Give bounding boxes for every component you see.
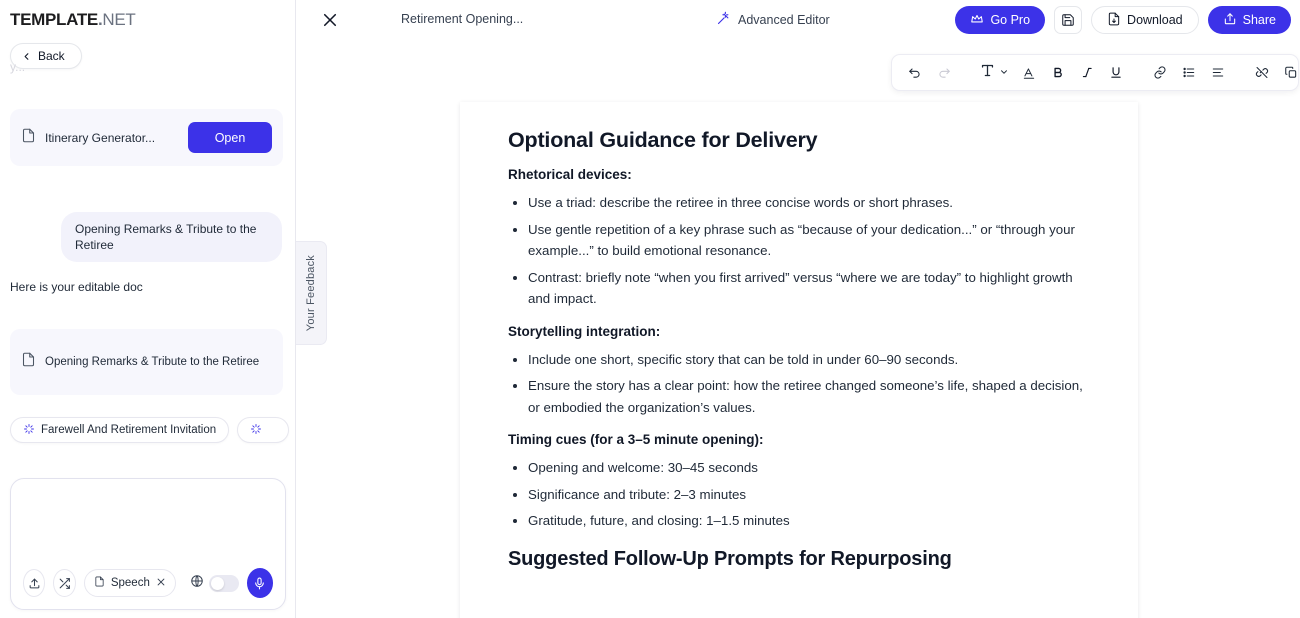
share-button[interactable] [1208, 6, 1291, 34]
close-icon[interactable] [318, 8, 342, 32]
result-document-title: Opening Remarks & Tribute to the Retiree [45, 356, 260, 368]
list-item: • Ensure the story has a clear point: how the retiree changed someone’s life, shaped a decision, or embodied the organization’s values. [528, 375, 1090, 418]
chevron-down-icon [999, 64, 1009, 82]
brand-suffix: NET [102, 10, 136, 29]
shuffle-icon[interactable] [53, 569, 75, 597]
sidebar [0, 0, 296, 618]
text-format-icon [979, 62, 996, 84]
document-icon [21, 128, 36, 148]
list-item: • Contrast: briefly note “when you first arrived” versus “where we are today” to highlight growth and impact. [528, 267, 1090, 310]
close-icon[interactable] [156, 577, 166, 590]
underline-icon[interactable] [1103, 60, 1129, 86]
suggestion-chip-label: Farewell And Retirement Invitation [41, 424, 217, 436]
result-document-card[interactable] [10, 329, 283, 395]
top-actions [955, 6, 1291, 34]
unlink-icon[interactable] [1249, 60, 1275, 86]
feedback-tab[interactable] [296, 241, 327, 345]
align-icon[interactable] [1205, 60, 1231, 86]
go-pro-label: Go Pro [990, 13, 1031, 27]
feedback-tab-label: Your Feedback [305, 254, 317, 332]
share-label: Share [1242, 13, 1276, 27]
document-heading: Optional Guidance for Delivery [508, 128, 818, 152]
brand-logo[interactable] [10, 10, 136, 30]
document-page[interactable] [460, 102, 1138, 618]
list-item: • Opening and welcome: 30–45 seconds [528, 457, 1090, 479]
text-style-dropdown[interactable] [975, 62, 1013, 84]
mic-button[interactable] [247, 568, 273, 598]
share-icon [1223, 12, 1237, 29]
link-icon[interactable] [1147, 60, 1173, 86]
upload-icon[interactable] [23, 569, 45, 597]
sparkle-icon [23, 423, 35, 438]
section-list-storytelling [508, 349, 1090, 419]
advanced-editor-button[interactable] [716, 11, 830, 29]
back-button-label: Back [38, 49, 65, 63]
list-item: • Significance and tribute: 2–3 minutes [528, 484, 1090, 506]
list-item: • Use a triad: describe the retiree in three concise words or short phrases. [528, 192, 1090, 214]
assistant-message: Here is your editable doc [10, 280, 143, 294]
sparkle-icon [250, 423, 262, 438]
suggestion-chip-farewell[interactable] [10, 417, 229, 443]
crown-icon [970, 12, 984, 29]
go-pro-button[interactable] [955, 6, 1045, 34]
document-icon [21, 352, 36, 372]
list-item: • Use gentle repetition of a key phrase such as “because of your dedication...” or “through your example...” to build emotional resonance. [528, 219, 1090, 262]
redo-icon[interactable] [931, 60, 957, 86]
speech-chip-label: Speech [110, 577, 150, 589]
font-color-icon[interactable] [1016, 60, 1042, 86]
suggestion-chip-row [10, 417, 323, 443]
list-item: • Include one short, specific story that can be told in under 60–90 seconds. [528, 349, 1090, 371]
advanced-editor-label: Advanced Editor [738, 13, 830, 27]
user-message-bubble: Opening Remarks & Tribute to the Retiree [61, 212, 282, 262]
faded-placeholder-text: y... [10, 60, 26, 74]
duplicate-icon[interactable] [1278, 60, 1300, 86]
section-list-timing [508, 457, 1090, 532]
magic-wand-icon [716, 11, 731, 29]
document-title-label: Retirement Opening... [401, 12, 524, 26]
section-list-rhetorical [508, 192, 1090, 310]
download-icon [1107, 12, 1121, 29]
format-toolbar [891, 54, 1299, 91]
list-item: • Gratitude, future, and closing: 1–1.5 minutes [528, 510, 1090, 532]
itinerary-generator-title: Itinerary Generator... [45, 130, 156, 145]
bold-icon[interactable] [1045, 60, 1071, 86]
composer-toolbar [23, 568, 273, 598]
brand-dot: . [97, 10, 103, 29]
download-button[interactable] [1091, 6, 1199, 34]
section-heading-storytelling: Storytelling integration: [508, 323, 661, 339]
editor-panel [296, 0, 1300, 618]
itinerary-generator-card[interactable] [10, 109, 283, 166]
section-heading-timing: Timing cues (for a 3–5 minute opening): [508, 432, 764, 448]
download-label: Download [1127, 13, 1183, 27]
chat-input[interactable] [25, 491, 271, 507]
speech-mode-chip[interactable] [84, 569, 176, 597]
next-section-heading: Suggested Follow-Up Prompts for Repurposing [508, 547, 952, 570]
chat-composer[interactable] [10, 478, 286, 610]
bulleted-list-icon[interactable] [1176, 60, 1202, 86]
web-search-toggle[interactable] [190, 574, 239, 593]
brand-name: TEMPLATE [10, 10, 98, 29]
open-button[interactable]: Open [188, 122, 272, 153]
document-icon [94, 576, 105, 590]
suggestion-chip-next[interactable] [237, 417, 289, 443]
undo-icon[interactable] [902, 60, 928, 86]
globe-icon [190, 574, 204, 593]
web-toggle-switch[interactable] [209, 575, 239, 592]
top-bar [296, 0, 1300, 40]
italic-icon[interactable] [1074, 60, 1100, 86]
section-heading-rhetorical: Rhetorical devices: [508, 167, 632, 182]
save-icon[interactable] [1054, 6, 1082, 34]
